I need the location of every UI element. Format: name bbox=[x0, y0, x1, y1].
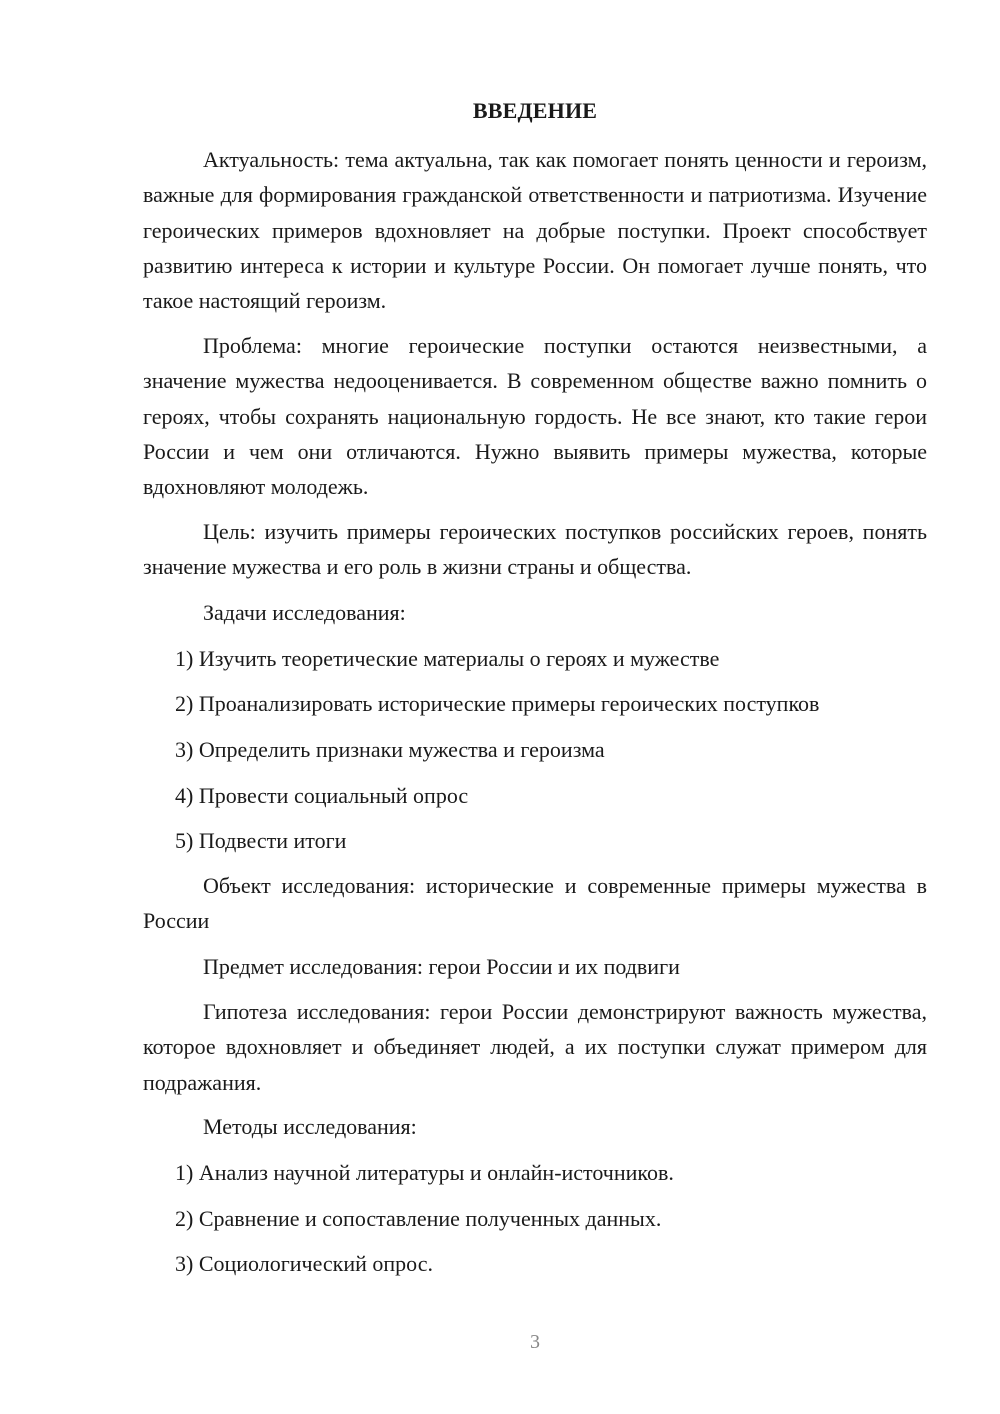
method-item: 1) Анализ научной литературы и онлайн-источников. bbox=[175, 1160, 674, 1185]
page-title: ВВЕДЕНИЕ bbox=[472, 98, 598, 123]
task-item: 2) Проанализировать исторические примеры героических поступков bbox=[175, 691, 820, 716]
task-item: 5) Подвести итоги bbox=[175, 828, 347, 853]
tasks-heading: Задачи исследования: bbox=[203, 600, 406, 625]
goal-paragraph: Цель: изучить примеры героических поступков российских героев, понять значение мужества и его роль в жизни страны и общества. bbox=[143, 519, 927, 580]
task-item: 1) Изучить теоретические материалы о героях и мужестве bbox=[175, 646, 720, 671]
page-number: 3 bbox=[530, 1331, 540, 1353]
relevance-paragraph: Актуальность: тема актуальна, так как помогает понять ценности и героизм, важные для формирования гражданской ответственности и патриотизма. Изучение героических примеров вдохновляет на добрые поступки. Проект способствует развитию интереса к истории и культуре России. Он помогает лучше понять, что такое настоящий героизм. bbox=[143, 147, 927, 314]
object-paragraph: Объект исследования: исторические и современные примеры мужества в России bbox=[143, 873, 927, 934]
task-item: 3) Определить признаки мужества и героизма bbox=[175, 737, 605, 762]
methods-heading: Методы исследования: bbox=[203, 1114, 417, 1139]
method-item: 2) Сравнение и сопоставление полученных данных. bbox=[175, 1206, 662, 1231]
task-item: 4) Провести социальный опрос bbox=[175, 783, 469, 808]
hypothesis-paragraph: Гипотеза исследования: герои России демонстрируют важность мужества, которое вдохновляет и объединяет людей, а их поступки служат примером для подражания. bbox=[143, 999, 927, 1095]
subject-paragraph: Предмет исследования: герои России и их подвиги bbox=[203, 954, 680, 979]
document-page bbox=[143, 0, 927, 1414]
problem-paragraph: Проблема: многие героические поступки остаются неизвестными, а значение мужества недооценивается. В современном обществе важно помнить о героях, чтобы сохранять национальную гордость. Не все знают, кто такие герои России и чем они отличаются. Нужно выявить примеры мужества, которые вдохновляют молодежь. bbox=[143, 333, 927, 500]
method-item: 3) Социологический опрос. bbox=[175, 1251, 433, 1276]
